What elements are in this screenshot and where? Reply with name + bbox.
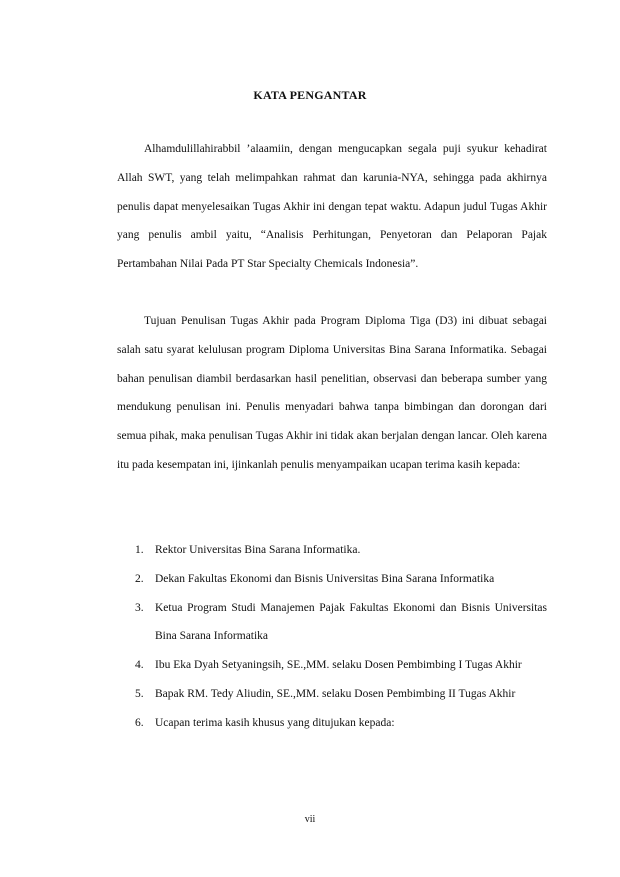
list-item xyxy=(117,594,547,652)
list-item xyxy=(117,536,547,565)
list-item xyxy=(117,709,547,738)
list-item-text: Dekan Fakultas Ekonomi dan Bisnis Universitas Bina Sarana Informatika xyxy=(155,572,495,585)
paragraph-2: Tujuan Penulisan Tugas Akhir pada Program Diploma Tiga (D3) ini dibuat sebagai salah satu syarat kelulusan program Diploma Universitas Bina Sarana Informatika. Sebagai bahan penulisan diambil berdasarkan hasil penelitian, observasi dan beberapa sumber yang mendukung penulisan ini. Penulis menyadari bahwa tanpa bimbingan dan dorongan dari semua pihak, maka penulisan Tugas Akhir ini tidak akan berjalan dengan lancar. Oleh karena itu pada kesempatan ini, ijinkanlah penulis menyampaikan ucapan terima kasih kepada: xyxy=(117,315,547,471)
list-item xyxy=(117,680,547,709)
list-item-text: Ibu Eka Dyah Setyaningsih, SE.,MM. selaku Dosen Pembimbing I Tugas Akhir xyxy=(155,659,522,672)
list-item xyxy=(117,565,547,594)
list-item xyxy=(117,651,547,680)
list-item-text: Ucapan terima kasih khusus yang ditujukan kepada: xyxy=(155,716,395,729)
page-number: vii xyxy=(304,814,316,825)
list-item-number: 5. xyxy=(135,687,144,700)
list-item-text: Bapak RM. Tedy Aliudin, SE.,MM. selaku Dosen Pembimbing II Tugas Akhir xyxy=(155,687,516,700)
list-item-number: 4. xyxy=(135,659,144,672)
list-item-number: 2. xyxy=(135,572,144,585)
list-item-number: 3. xyxy=(135,601,144,614)
list-item-number: 6. xyxy=(135,716,144,729)
list-item-text: Ketua Program Studi Manajemen Pajak Fakultas Ekonomi dan Bisnis Universitas Bina Sarana Informatika xyxy=(155,601,547,643)
list-item-text: Rektor Universitas Bina Sarana Informatika. xyxy=(155,544,361,556)
page-title: KATA PENGANTAR xyxy=(253,88,367,102)
list-item-number: 1. xyxy=(135,544,144,556)
paragraph-1: Alhamdulillahirabbil ’alaamiin, dengan mengucapkan segala puji syukur kehadirat Allah SWT, yang telah melimpahkan rahmat dan karunia-NYA, sehingga pada akhirnya penulis dapat menyelesaikan Tugas Akhir ini dengan tepat waktu. Adapun judul Tugas Akhir yang penulis ambil yaitu, “Analisis Perhitungan, Penyetoran dan Pelaporan Pajak Pertambahan Nilai Pada PT Star Specialty Chemicals Indonesia”. xyxy=(117,143,547,271)
acknowledgement-list xyxy=(117,536,547,738)
